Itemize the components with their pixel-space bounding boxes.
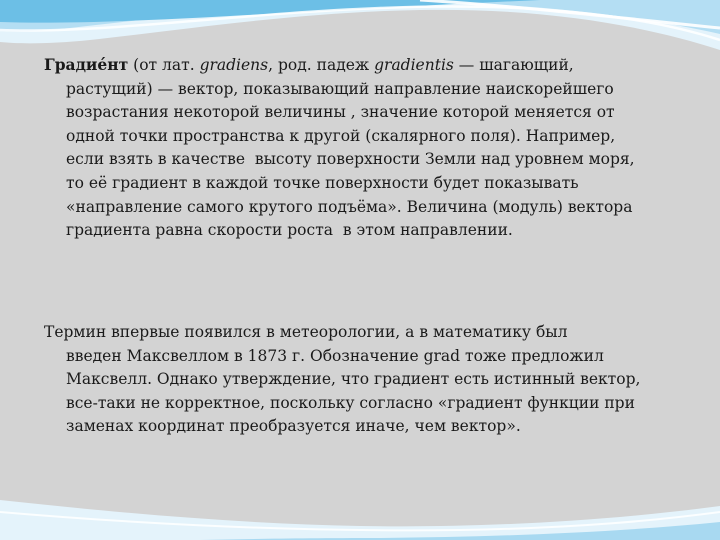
paragraph-line: то её градиент в каждой точке поверхности будет показывать [66, 173, 579, 192]
text-segment: , род. падеж [268, 56, 375, 74]
paragraph-line [44, 53, 684, 78]
paragraph-line: градиента равна скорости роста в этом направлении. [66, 221, 513, 240]
paragraph-line: все-таки не корректное, поскольку согласно «градиент функции при [66, 393, 635, 412]
paragraph-line: одной точки пространства к другой (скалярного поля). Например, [66, 126, 616, 145]
gradient-definition-paragraph [44, 53, 684, 243]
text-segment: (от лат. [128, 56, 200, 74]
latin-word: gradiens [199, 56, 269, 74]
paragraph-line: введен Максвеллом в 1873 г. Обозначение grad тоже предложил [66, 346, 604, 365]
latin-word: gradientis [374, 56, 454, 74]
paragraph-line: «направление самого крутого подъёма». Величина (модуль) вектора [66, 197, 633, 216]
text-segment: — шагающий, [453, 56, 574, 74]
term-gradient: Градие́нт [44, 55, 129, 74]
paragraph-line: Максвелл. Однако утверждение, что градиент есть истинный вектор, [66, 370, 641, 389]
term-history-paragraph [44, 321, 684, 439]
paragraph-line: если взять в качестве высоту поверхности Земли над уровнем моря, [66, 150, 635, 169]
paragraph-line: заменах координат преобразуется иначе, чем вектор». [66, 417, 521, 436]
paragraph-line: Термин впервые появился в метеорологии, а в математику был [44, 323, 568, 341]
paragraph-line: возрастания некоторой величины , значение которой меняется от [66, 103, 615, 122]
paragraph-line: растущий) — вектор, показывающий направление наискорейшего [66, 79, 614, 98]
